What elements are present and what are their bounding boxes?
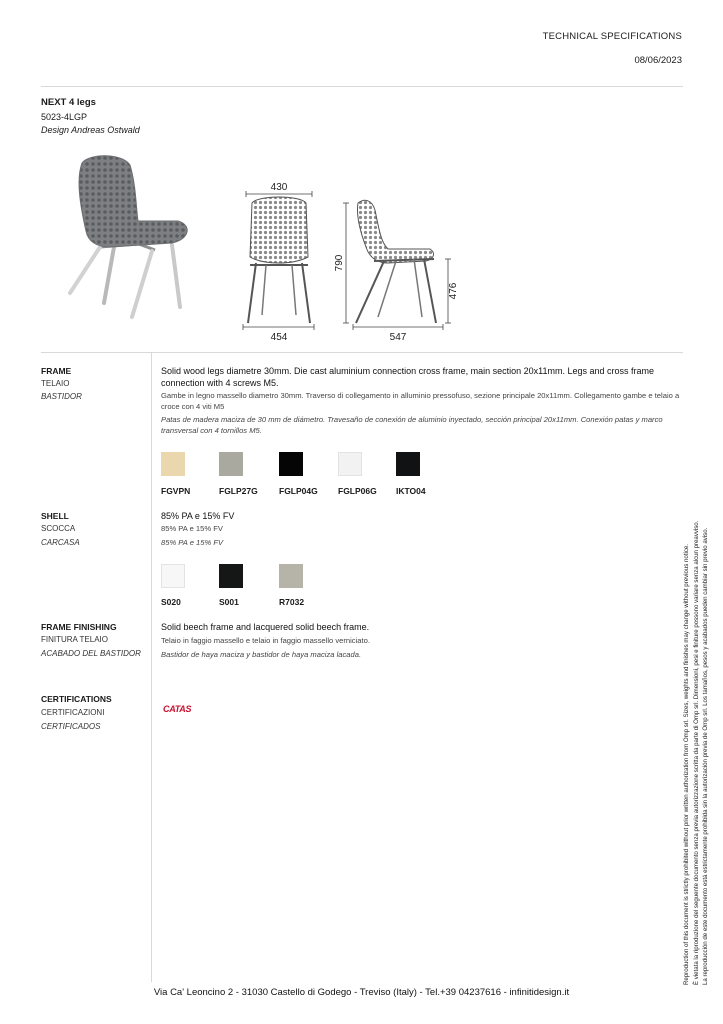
section-title-frame: FRAME xyxy=(41,366,72,376)
swatch-label: FGVPN xyxy=(161,486,191,496)
swatch-fgvpn xyxy=(161,452,185,476)
swatch-label: S001 xyxy=(219,597,239,607)
section-title-certifications: CERTIFICATIONS xyxy=(41,694,112,704)
document-title: TECHNICAL SPECIFICATIONS xyxy=(542,31,682,42)
legal-note-en: Reproduction of this document is strictly prohibited without prior written authorization from Omp srl. Sizes, weights and finishes may change without previous notice. xyxy=(683,544,690,985)
product-name: NEXT 4 legs xyxy=(41,97,96,108)
finishing-text-es: Bastidor de haya maciza y bastidor de haya maciza lacada. xyxy=(161,650,362,659)
divider xyxy=(41,86,683,87)
product-designer: Design Andreas Ostwald xyxy=(41,125,140,135)
swatch-label: S020 xyxy=(161,597,181,607)
document-date: 08/06/2023 xyxy=(634,55,682,66)
frame-text-en: Solid wood legs diametre 30mm. Die cast aluminium connection cross frame, main section 20x11mm. Legs and cross frame connection with 4 screws M5. xyxy=(161,366,655,388)
swatch-ikto04 xyxy=(396,452,420,476)
dim-width-bottom: 454 xyxy=(270,332,288,343)
section-sub-it: FINITURA TELAIO xyxy=(41,635,108,644)
swatch-fglp04g xyxy=(279,452,303,476)
legal-note-es: La reproducción de este documento está estrictamente prohibida sin la autorización previa de Omp srl. Los tamaños, pesos y acabados pueden cambiar sin previo aviso. xyxy=(702,527,709,985)
section-sub-es: ACABADO DEL BASTIDOR xyxy=(41,649,141,658)
dim-width-top: 430 xyxy=(270,182,288,193)
swatch-s001 xyxy=(219,564,243,588)
section-sub-es: CARCASA xyxy=(41,538,80,547)
swatch-label: R7032 xyxy=(279,597,305,607)
technical-drawing xyxy=(238,175,468,345)
catas-logo: CATAS xyxy=(163,704,192,714)
finishing-text-en: Solid beech frame and lacquered solid beech frame. xyxy=(161,622,370,632)
section-sub-it: SCOCCA xyxy=(41,524,76,533)
swatch-label: FGLP06G xyxy=(338,486,377,496)
swatch-label: IKTO04 xyxy=(396,486,426,496)
column-divider xyxy=(151,352,152,982)
shell-text-es: 85% PA e 15% FV xyxy=(161,538,224,547)
section-sub-it: TELAIO xyxy=(41,379,70,388)
swatch-label: FGLP04G xyxy=(279,486,318,496)
legal-side-note xyxy=(682,455,712,985)
product-code: 5023-4LGP xyxy=(41,112,88,122)
swatch-fglp27g xyxy=(219,452,243,476)
dim-seat-height: 476 xyxy=(448,282,459,300)
divider xyxy=(41,352,683,353)
legal-note-it: È vietata la riproduzione del seguente documento senza previa autorizzazione scritta da parte di Omp srl. Dimensioni, pesi e finiture possono variare senza alcun preavviso. xyxy=(692,520,700,985)
swatch-fglp06g xyxy=(338,452,362,476)
section-sub-es: CERTIFICADOS xyxy=(41,722,101,731)
section-sub-es: BASTIDOR xyxy=(41,392,82,401)
swatch-label: FGLP27G xyxy=(219,486,258,496)
product-photo xyxy=(60,155,210,325)
swatch-r7032 xyxy=(279,564,303,588)
shell-text-it: 85% PA e 15% FV xyxy=(161,524,223,533)
dim-height: 790 xyxy=(334,254,345,272)
swatch-s020 xyxy=(161,564,185,588)
shell-text-en: 85% PA e 15% FV xyxy=(161,511,235,521)
finishing-text-it: Telaio in faggio massello e telaio in faggio massello verniciato. xyxy=(161,636,370,645)
section-title-frame-finishing: FRAME FINISHING xyxy=(41,622,117,632)
dim-depth: 547 xyxy=(389,332,407,343)
section-sub-it: CERTIFICAZIONI xyxy=(41,708,105,717)
frame-text-it: Gambe in legno massello diametro 30mm. Traverso di collegamento in alluminio pressofuso, sezione principale 20x11mm. Collegamento gambe e telaio a croce con 4 viti M5 xyxy=(161,391,680,411)
frame-text-es: Patas de madera maciza de 30 mm de diámetro. Travesaño de conexión de aluminio inyectado, sección principal 20x11mm. Conexión patas y marco transversal con 4 tornillos M5. xyxy=(161,415,663,435)
footer-address: Via Ca' Leoncino 2 - 31030 Castello di Godego - Treviso (Italy) - Tel.+39 04237616 - infinitidesign.it xyxy=(153,987,570,998)
section-title-shell: SHELL xyxy=(41,511,69,521)
